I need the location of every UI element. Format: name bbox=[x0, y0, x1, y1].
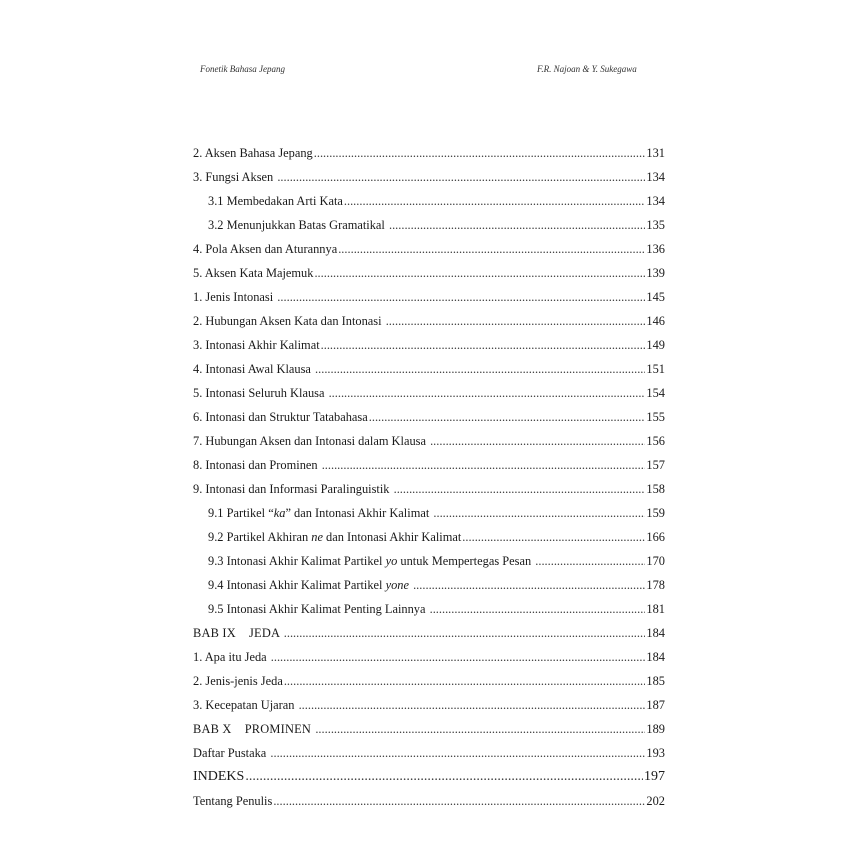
toc-entry-label bbox=[208, 501, 432, 525]
toc-entry-label: BAB X PROMINEN bbox=[193, 722, 315, 736]
toc-entry-label: 7. Hubungan Aksen dan Intonasi dalam Klausa bbox=[193, 434, 430, 448]
toc-entry-label-text: untuk Mempertegas Pesan bbox=[397, 554, 535, 568]
toc-entry[interactable] bbox=[193, 501, 665, 525]
toc-entry-page-number: 193 bbox=[646, 746, 665, 760]
toc-entry-page-number: 155 bbox=[646, 410, 665, 424]
toc-entry[interactable] bbox=[193, 381, 665, 405]
toc-entry-label: 3.2 Menunjukkan Batas Gramatikal bbox=[208, 218, 388, 232]
toc-entry[interactable] bbox=[193, 357, 665, 381]
toc-entry-page-number: 151 bbox=[646, 362, 665, 376]
toc-entry[interactable] bbox=[193, 141, 665, 165]
toc-entry[interactable] bbox=[193, 333, 665, 357]
toc-entry-page-number: 184 bbox=[646, 626, 665, 640]
toc-entry-page-number: 156 bbox=[646, 434, 665, 448]
toc-entry-page-number: 157 bbox=[646, 458, 665, 472]
dot-leader bbox=[535, 549, 645, 573]
dot-leader bbox=[344, 189, 646, 213]
toc-entry-page-number: 185 bbox=[646, 674, 665, 688]
toc-entry[interactable] bbox=[193, 765, 665, 789]
toc-entry-page-number: 178 bbox=[646, 578, 665, 592]
dot-leader bbox=[315, 357, 645, 381]
toc-entry-label: 3. Kecepatan Ujaran bbox=[193, 698, 298, 712]
toc-entry-label: 9. Intonasi dan Informasi Paralinguistik bbox=[193, 482, 393, 496]
toc-entry-page-number: 134 bbox=[646, 170, 665, 184]
running-header-title: Fonetik Bahasa Jepang bbox=[200, 64, 285, 74]
toc-entry-label: 1. Apa itu Jeda bbox=[193, 650, 270, 664]
toc-entry[interactable] bbox=[193, 525, 665, 549]
toc-entry-label: Daftar Pustaka bbox=[193, 746, 270, 760]
toc-entry[interactable] bbox=[193, 693, 665, 717]
dot-leader bbox=[430, 597, 646, 621]
dot-leader bbox=[321, 333, 646, 357]
toc-entry[interactable] bbox=[193, 237, 665, 261]
toc-entry-label bbox=[208, 525, 461, 549]
toc-entry-label: Tentang Penulis bbox=[193, 794, 273, 808]
toc-entry-page-number: 139 bbox=[646, 266, 665, 280]
toc-entry-label-emphasis: ka bbox=[273, 506, 286, 520]
toc-entry-label-text: 9.1 Partikel “ bbox=[208, 506, 274, 520]
toc-entry[interactable] bbox=[193, 597, 665, 621]
toc-entry-label-text: 9.3 Intonasi Akhir Kalimat Partikel bbox=[208, 554, 386, 568]
toc-entry-label-emphasis: yone bbox=[385, 578, 409, 592]
toc-entry-label: INDEKS bbox=[193, 769, 245, 784]
dot-leader bbox=[245, 765, 643, 789]
dot-leader bbox=[369, 405, 646, 429]
toc-entry[interactable] bbox=[193, 621, 665, 645]
toc-entry[interactable] bbox=[193, 453, 665, 477]
toc-entry-page-number: 146 bbox=[646, 314, 665, 328]
toc-entry[interactable] bbox=[193, 741, 665, 765]
dot-leader bbox=[389, 213, 645, 237]
toc-entry-label: BAB IX JEDA bbox=[193, 626, 283, 640]
toc-entry[interactable] bbox=[193, 477, 665, 501]
toc-entry-label: 3. Intonasi Akhir Kalimat bbox=[193, 338, 320, 352]
toc-entry[interactable] bbox=[193, 717, 665, 741]
dot-leader bbox=[315, 717, 645, 741]
dot-leader bbox=[329, 381, 646, 405]
toc-entry[interactable] bbox=[193, 189, 665, 213]
dot-leader bbox=[277, 165, 645, 189]
toc-entry-page-number: 159 bbox=[646, 506, 665, 520]
toc-entry-page-number: 136 bbox=[646, 242, 665, 256]
toc-entry[interactable] bbox=[193, 669, 665, 693]
toc-entry-label bbox=[208, 549, 534, 573]
dot-leader bbox=[299, 693, 646, 717]
toc-entry-page-number: 145 bbox=[646, 290, 665, 304]
dot-leader bbox=[433, 501, 645, 525]
toc-entry-label: 4. Intonasi Awal Klausa bbox=[193, 362, 315, 376]
toc-entry-page-number: 149 bbox=[646, 338, 665, 352]
toc-entry[interactable] bbox=[193, 405, 665, 429]
dot-leader bbox=[270, 741, 645, 765]
toc-entry-label: 3. Fungsi Aksen bbox=[193, 170, 277, 184]
toc-entry-label-text: 9.2 Partikel Akhiran bbox=[208, 530, 312, 544]
toc-entry-page-number: 134 bbox=[646, 194, 665, 208]
toc-entry[interactable] bbox=[193, 261, 665, 285]
running-header-authors: F.R. Najoan & Y. Sukegawa bbox=[537, 64, 637, 74]
toc-entry-label-text: 9.4 Intonasi Akhir Kalimat Partikel bbox=[208, 578, 386, 592]
toc-entry-page-number: 170 bbox=[646, 554, 665, 568]
toc-entry-label-text: ” dan Intonasi Akhir Kalimat bbox=[285, 506, 433, 520]
toc-entry-label: 2. Aksen Bahasa Jepang bbox=[193, 146, 313, 160]
dot-leader bbox=[462, 525, 645, 549]
toc-entry-page-number: 189 bbox=[646, 722, 665, 736]
toc-entry[interactable] bbox=[193, 429, 665, 453]
dot-leader bbox=[277, 285, 645, 309]
toc-entry-label-text bbox=[409, 578, 412, 592]
dot-leader bbox=[430, 429, 645, 453]
toc-entry-label: 9.5 Intonasi Akhir Kalimat Penting Lainnya bbox=[208, 602, 429, 616]
toc-entry[interactable] bbox=[193, 573, 665, 597]
toc-entry[interactable] bbox=[193, 549, 665, 573]
toc-entry-page-number: 181 bbox=[646, 602, 665, 616]
toc-entry[interactable] bbox=[193, 309, 665, 333]
toc-entry-label bbox=[208, 573, 412, 597]
dot-leader bbox=[322, 453, 646, 477]
dot-leader bbox=[273, 789, 645, 813]
toc-entry-page-number: 197 bbox=[644, 769, 665, 784]
toc-entry[interactable] bbox=[193, 213, 665, 237]
dot-leader bbox=[284, 621, 646, 645]
toc-entry-page-number: 166 bbox=[646, 530, 665, 544]
dot-leader bbox=[314, 261, 645, 285]
dot-leader bbox=[386, 309, 646, 333]
dot-leader bbox=[271, 645, 646, 669]
table-of-contents bbox=[193, 141, 665, 813]
dot-leader bbox=[338, 237, 645, 261]
toc-entry-page-number: 135 bbox=[646, 218, 665, 232]
toc-entry-label-emphasis: ne bbox=[311, 530, 323, 544]
dot-leader bbox=[314, 141, 646, 165]
toc-entry-label: 2. Jenis-jenis Jeda bbox=[193, 674, 283, 688]
toc-entry-label-emphasis: yo bbox=[385, 554, 398, 568]
toc-entry-label: 6. Intonasi dan Struktur Tatabahasa bbox=[193, 410, 368, 424]
toc-entry-label: 5. Aksen Kata Majemuk bbox=[193, 266, 314, 280]
toc-entry-label-text: dan Intonasi Akhir Kalimat bbox=[322, 530, 462, 544]
toc-entry[interactable] bbox=[193, 789, 665, 813]
toc-entry-label: 2. Hubungan Aksen Kata dan Intonasi bbox=[193, 314, 385, 328]
toc-entry-page-number: 184 bbox=[646, 650, 665, 664]
toc-entry-page-number: 131 bbox=[646, 146, 665, 160]
dot-leader bbox=[284, 669, 646, 693]
toc-entry-label: 3.1 Membedakan Arti Kata bbox=[208, 194, 343, 208]
toc-entry-page-number: 154 bbox=[646, 386, 665, 400]
toc-entry-page-number: 202 bbox=[646, 794, 665, 808]
toc-entry[interactable] bbox=[193, 285, 665, 309]
toc-entry-label: 8. Intonasi dan Prominen bbox=[193, 458, 321, 472]
dot-leader bbox=[413, 573, 645, 597]
toc-entry-label: 5. Intonasi Seluruh Klausa bbox=[193, 386, 328, 400]
toc-entry[interactable] bbox=[193, 645, 665, 669]
toc-entry-page-number: 158 bbox=[646, 482, 665, 496]
toc-entry-page-number: 187 bbox=[646, 698, 665, 712]
toc-entry-label: 4. Pola Aksen dan Aturannya bbox=[193, 242, 338, 256]
dot-leader bbox=[394, 477, 646, 501]
toc-entry[interactable] bbox=[193, 165, 665, 189]
toc-entry-label: 1. Jenis Intonasi bbox=[193, 290, 277, 304]
